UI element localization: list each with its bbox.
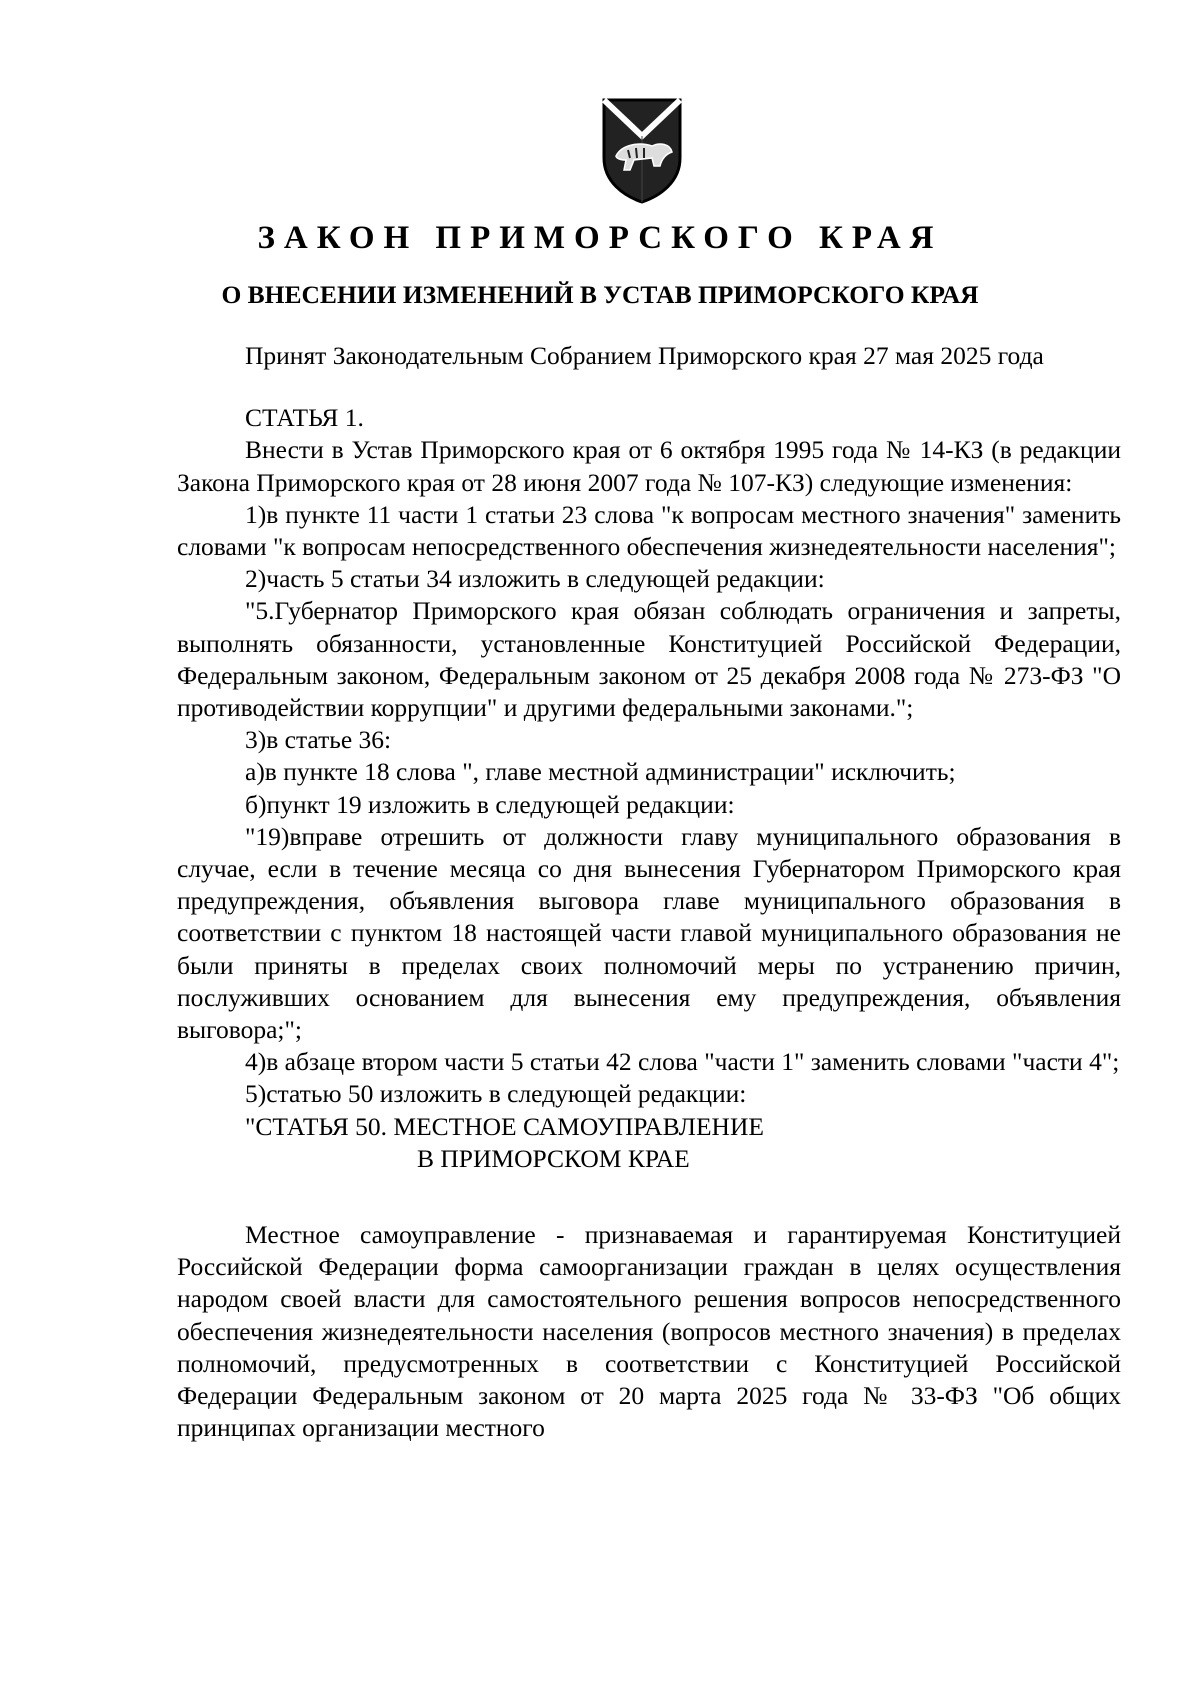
adoption-note: Принят Законодательным Собранием Приморского края 27 мая 2025 года	[245, 341, 1044, 370]
article-intro: Внести в Устав Приморского края от 6 октября 1995 года № 14-КЗ (в редакции Закона Приморского края от 28 июня 2007 года № 107-КЗ) следующие изменения:	[177, 435, 1121, 497]
article-item: б)пункт 19 изложить в следующей редакции:	[245, 789, 735, 819]
new-article-heading-continued: В ПРИМОРСКОМ КРАЕ	[417, 1143, 690, 1173]
article-item: "19)вправе отрешить от должности главу муниципального образования в случае, если в течение месяца со дня вынесения Губернатором Приморского края предупреждения, объявления выговора главе муниципального образования в соответствии с пунктом 18 настоящей части главой муниципального образования не были приняты в пределах своих полномочий меры по устранению причин, послуживших основанием для вынесения ему предупреждения, объявления выговора;";	[177, 821, 1121, 1045]
article-item: 3)в статье 36:	[245, 725, 392, 755]
article-item: 4)в абзаце втором части 5 статьи 42 слова "части 1" заменить словами "части 4";	[245, 1047, 1120, 1077]
article-item: а)в пункте 18 слова ", главе местной администрации" исключить;	[245, 757, 956, 787]
article-item: 5)статью 50 изложить в следующей редакции:	[245, 1079, 747, 1109]
article-heading: СТАТЬЯ 1.	[245, 403, 364, 433]
article-item: "5.Губернатор Приморского края обязан соблюдать ограничения и запреты, выполнять обязанности, установленные Конституцией Российской Федерации, Федеральным законом, Федеральным законом от 25 декабря 2008 года № 273-ФЗ "О противодействии коррупции" и другими федеральными законами.";	[177, 596, 1121, 723]
article-item: 2)часть 5 статьи 34 изложить в следующей редакции:	[245, 564, 825, 594]
primorsky-coat-of-arms-icon	[600, 96, 684, 204]
article-item: 1)в пункте 11 части 1 статьи 23 слова "к вопросам местного значения" заменить словами "к вопросам непосредственного обеспечения жизнедеятельности населения";	[177, 499, 1121, 562]
document-body	[177, 340, 1121, 1445]
document-title: ЗАКОН ПРИМОРСКОГО КРАЯ	[257, 220, 943, 256]
new-article-heading: "СТАТЬЯ 50. МЕСТНОЕ САМОУПРАВЛЕНИЕ	[245, 1111, 764, 1141]
new-article-text: Местное самоуправление - признаваемая и гарантируемая Конституцией Российской Федерации форма самоорганизации граждан в целях осуществления народом своей власти для самостоятельного решения вопросов непосредственного обеспечения жизнедеятельности населения (вопросов местного значения) в пределах полномочий, предусмотренных в соответствии с Конституцией Российской Федерации Федеральным законом от 20 марта 2025 года № 33-ФЗ "Об общих принципах организации местного	[177, 1220, 1121, 1443]
document-subtitle: О ВНЕСЕНИИ ИЗМЕНЕНИЙ В УСТАВ ПРИМОРСКОГО КРАЯ	[221, 280, 979, 309]
